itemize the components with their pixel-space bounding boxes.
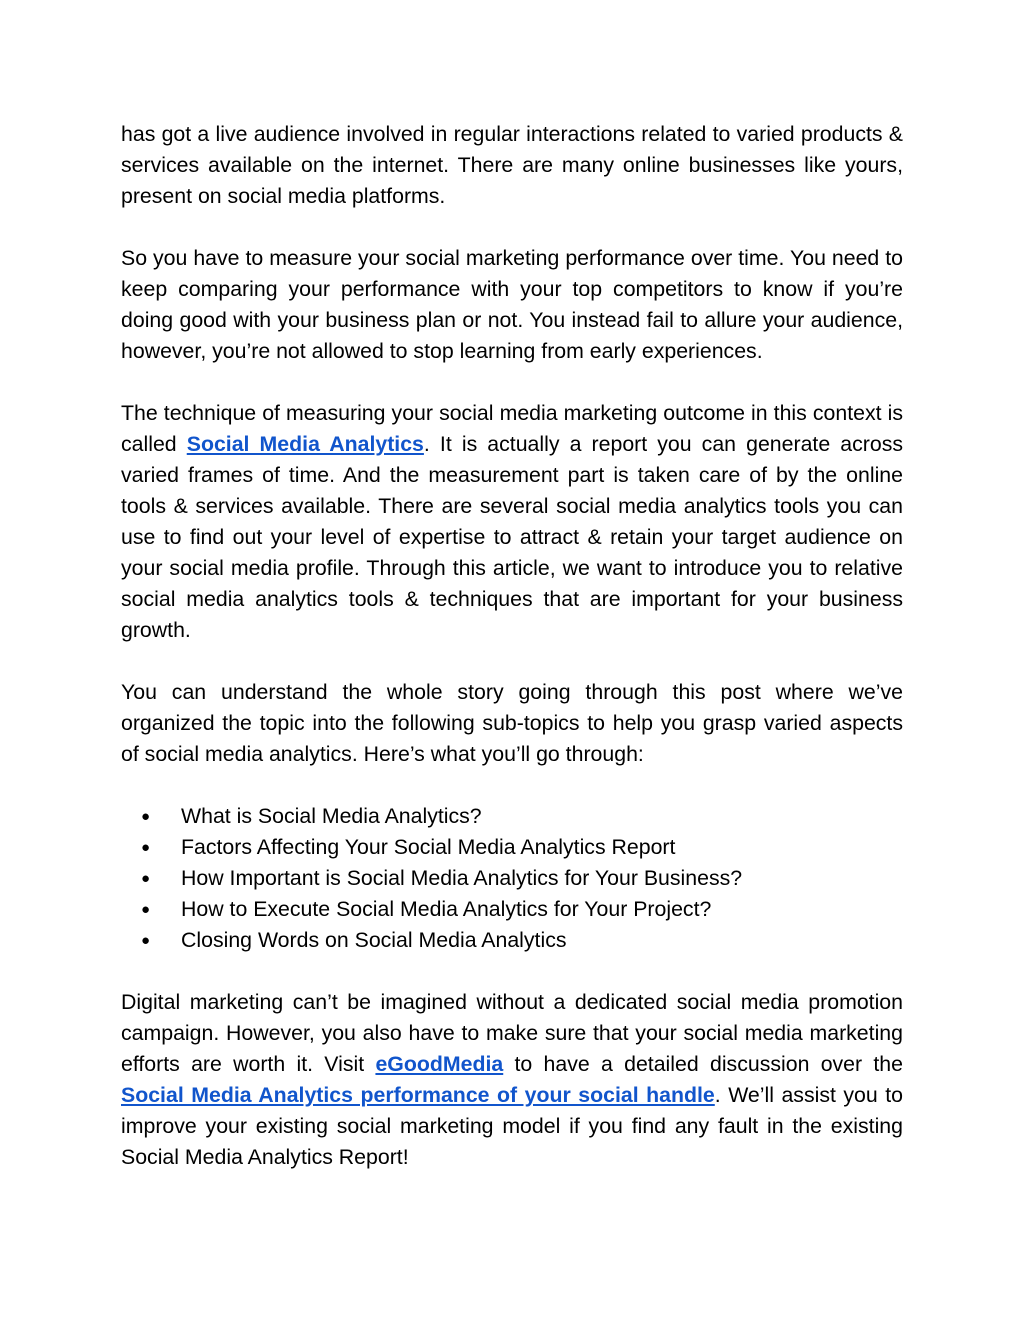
list-item-text: How to Execute Social Media Analytics for Your Project? [181, 897, 712, 921]
egoodmedia-link[interactable]: eGoodMedia [375, 1052, 504, 1076]
list-item [121, 894, 903, 925]
bullet-icon: ● [141, 932, 151, 949]
list-item [121, 801, 903, 832]
paragraph-intro: has got a live audience involved in regular interactions related to varied products & services available on the internet. There are many online businesses like yours, present on social media platforms. [121, 122, 903, 208]
paragraph-closing-text-1: Digital marketing can’t be imagined without a dedicated social media promotion campaign. However, you also have to make sure that your social media marketing efforts are worth it. Visit [121, 990, 903, 1076]
paragraph-closing-text-3: . We’ll assist you to improve your existing social marketing model if you find any fault in the existing Social Media Analytics Report! [121, 1083, 903, 1169]
list-item-text: Factors Affecting Your Social Media Analytics Report [181, 835, 676, 859]
list-item [121, 925, 903, 956]
list-item-text: How Important is Social Media Analytics for Your Business? [181, 866, 743, 890]
document-page [121, 119, 903, 1173]
paragraph-overview: You can understand the whole story going through this post where we’ve organized the topic into the following sub-topics to help you grasp varied aspects of social media analytics. Here’s what you’ll go through: [121, 680, 903, 766]
list-item [121, 832, 903, 863]
paragraph-measure-performance: So you have to measure your social marketing performance over time. You need to keep comparing your performance with your top competitors to know if you’re doing good with your business plan or not. You instead fail to allure your audience, however, you’re not allowed to stop learning from early experiences. [121, 246, 903, 363]
bullet-icon: ● [141, 901, 151, 918]
bullet-icon: ● [141, 870, 151, 887]
paragraph-closing-text-2: to have a detailed discussion over the [503, 1052, 903, 1076]
bullet-icon: ● [141, 839, 151, 856]
paragraph-technique [121, 398, 903, 646]
list-item [121, 863, 903, 894]
list-item-text: Closing Words on Social Media Analytics [181, 928, 567, 952]
subtopics-list [121, 801, 903, 956]
list-item-text: What is Social Media Analytics? [181, 804, 482, 828]
paragraph-technique-text-1: The technique of measuring your social media marketing outcome in this context is called [121, 401, 903, 456]
analytics-performance-link[interactable]: Social Media Analytics performance of your social handle [121, 1083, 715, 1107]
bullet-icon: ● [141, 808, 151, 825]
paragraph-technique-text-2: . It is actually a report you can generate across varied frames of time. And the measurement part is taken care of by the online tools & services available. There are several social media analytics tools you can use to find out your level of expertise to attract & retain your target audience on your social media profile. Through this article, we want to introduce you to relative social media analytics tools & techniques that are important for your business growth. [121, 432, 903, 642]
paragraph-closing [121, 987, 903, 1173]
social-media-analytics-link[interactable]: Social Media Analytics [186, 432, 424, 456]
